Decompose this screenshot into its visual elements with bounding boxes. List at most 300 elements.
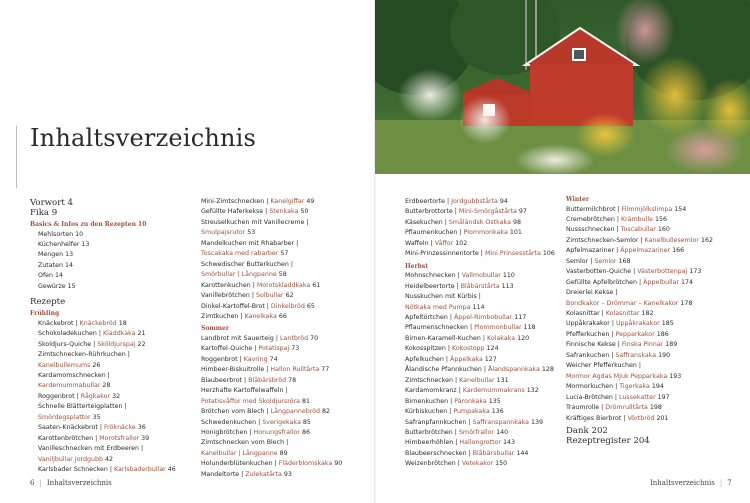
toc-entry[interactable]	[405, 418, 555, 428]
toc-section-rezepte: Rezepte	[30, 297, 66, 308]
entry-page-number: 97	[516, 208, 527, 216]
entry-page-number: 166	[670, 247, 685, 255]
entry-german-title: Landbrot mit Sauerteig |	[201, 334, 281, 342]
entry-page-number: 57	[278, 250, 289, 258]
entry-page-number: 143	[501, 439, 516, 447]
entry-swedish-title: Pepparkakor	[615, 330, 655, 338]
entry-swedish-title: Uppåkrakakor	[615, 320, 660, 328]
toc-entry[interactable]	[201, 270, 342, 280]
entry-page-number: 85	[300, 418, 311, 426]
entry-german-title: Karlsbader Schnecken |	[38, 466, 115, 474]
entry-page-number: 118	[521, 324, 536, 332]
toc-entry-rezeptregister[interactable]: Rezeptregister 204	[566, 436, 650, 447]
entry-german-title: Lucia-Brötchen |	[566, 393, 620, 401]
entry-page-number: 113	[499, 282, 514, 290]
toc-entry[interactable]	[405, 334, 555, 344]
toc-entry[interactable]	[566, 351, 713, 361]
entry-swedish-title: Kavring	[243, 355, 268, 363]
toc-entry[interactable]	[405, 376, 555, 386]
entry-swedish-title: Äppelmazariner	[620, 247, 671, 255]
entry-page-number: 42	[103, 455, 114, 463]
toc-entry[interactable]	[566, 288, 713, 298]
entry-german-title: Zimtkuchen |	[201, 312, 245, 320]
entry-page-number: 131	[494, 376, 509, 384]
entry-page-number: 156	[653, 215, 668, 223]
entry-german-title: Dinkel-Kartoffel-Brot |	[201, 302, 271, 310]
entry-german-title: Weizenbrötchen |	[405, 460, 462, 468]
toc-list-herbst	[405, 271, 555, 470]
toc-entry[interactable]	[30, 381, 176, 391]
entry-swedish-title: Plommonbullar	[474, 324, 522, 332]
entry-german-title: Kolasnittar |	[566, 310, 606, 318]
entry-swedish-title: Vetekakor	[461, 460, 494, 468]
toc-column-4	[566, 195, 713, 448]
toc-entry[interactable]	[30, 340, 176, 350]
toc-entry[interactable]	[405, 218, 555, 228]
entry-page-number: 193	[667, 372, 682, 380]
entry-swedish-title: Fröknäcke	[103, 424, 136, 432]
entry-german-title: Himbeer-Biskuitrolle |	[201, 366, 271, 374]
entry-swedish-title: Kokostopp	[452, 345, 485, 353]
toc-entry[interactable]	[201, 334, 342, 344]
entry-german-title: Roggenbrot |	[38, 392, 81, 400]
page-title: Inhaltsverzeichnis	[30, 124, 257, 152]
entry-german-title: Kardamomkranz |	[405, 387, 463, 395]
cover-photo-red-cabin	[375, 0, 750, 174]
entry-german-title: Finnische Kekse |	[566, 341, 622, 349]
toc-entry[interactable]	[201, 376, 342, 386]
toc-entry[interactable]	[201, 281, 342, 291]
toc-entry[interactable]	[566, 330, 713, 340]
toc-entry-vorwort[interactable]: Vorwort 4	[30, 198, 73, 208]
toc-entry[interactable]	[201, 428, 342, 438]
entry-page-number: 89	[277, 449, 288, 457]
entry-swedish-title: Vallmobullar	[461, 272, 501, 280]
entry-swedish-title: Krämbulle	[620, 215, 654, 223]
entry-page-number: 120	[515, 334, 530, 342]
red-cabin-photo-image	[375, 0, 750, 174]
entry-page-number: 139	[529, 418, 544, 426]
entry-german-title: Schokoladekuchen |	[38, 330, 103, 338]
entry-swedish-title: Äppelkaka	[450, 355, 483, 363]
entry-swedish-title: Blåbärsbullar	[472, 449, 515, 457]
entry-page-number: 132	[524, 387, 539, 395]
entry-swedish-title: Kanelgiffar	[270, 198, 305, 205]
entry-swedish-title: Västerbottenpaj	[637, 268, 688, 276]
entry-page-number: 124	[484, 345, 499, 353]
entry-page-number: 135	[486, 397, 501, 405]
entry-swedish-title: Kladdkaka	[102, 330, 136, 338]
entry-swedish-title: Potatisvåffor med Skoldjursröra	[201, 397, 301, 405]
toc-entry[interactable]	[566, 309, 713, 319]
toc-entry[interactable]	[566, 340, 713, 350]
entry-swedish-title: Nötkaka med Pumpa	[405, 303, 471, 311]
toc-entry[interactable]	[405, 228, 555, 238]
toc-entry[interactable]	[201, 407, 342, 417]
toc-entry-basics[interactable]: Küchenhelfer 13	[38, 240, 90, 248]
toc-entry[interactable]	[566, 278, 713, 288]
entry-swedish-title: Sverigekaka	[262, 418, 301, 426]
toc-entry[interactable]	[566, 236, 713, 246]
entry-page-number: 22	[135, 340, 146, 348]
toc-entry[interactable]	[566, 361, 713, 371]
toc-entry[interactable]	[405, 365, 555, 375]
entry-swedish-title: Saffranspannkaka	[472, 418, 529, 426]
toc-list-sommer	[201, 334, 342, 480]
entry-page-number: 74	[267, 355, 278, 363]
entry-german-title: Butterbrottorte |	[405, 208, 459, 216]
entry-german-title: Pflaumenschnecken |	[405, 324, 475, 332]
entry-german-title: Zimtschnecken-Semlor |	[566, 236, 645, 244]
entry-german-title: Schwedenkuchen |	[201, 418, 263, 426]
toc-season-sommer: Sommer	[201, 325, 230, 333]
entry-page-number: 114	[470, 303, 485, 311]
title-rule	[16, 126, 17, 188]
toc-season-herbst: Herbst	[405, 262, 428, 270]
entry-german-title: Kardamomschnecken |	[38, 371, 110, 379]
toc-list-fruehling	[30, 319, 176, 476]
toc-entry[interactable]	[201, 260, 342, 270]
entry-german-title: Brötchen vom Blech |	[201, 408, 271, 416]
toc-entry[interactable]	[405, 313, 555, 323]
entry-german-title: Käsekuchen |	[405, 218, 449, 226]
entry-german-title: Kräftiges Bierbrot |	[566, 414, 628, 422]
entry-swedish-title: Saffranskaka	[615, 351, 657, 359]
toc-entry-basics[interactable]: Mengen 13	[38, 251, 74, 259]
entry-swedish-title: Blåbärsbröd	[248, 376, 287, 384]
entry-page-number: 194	[649, 383, 664, 391]
toc-entry-basics[interactable]: Zutaten 14	[38, 261, 73, 269]
entry-swedish-title: Rågkakor	[80, 392, 111, 400]
footer-right: Inhaltsverzeichnis | 7	[650, 479, 732, 487]
entry-german-title: Mormorkuchen |	[566, 383, 620, 391]
entry-page-number: 189	[663, 341, 678, 349]
toc-entry[interactable]	[566, 205, 713, 215]
entry-swedish-title: Vaniljbullar Jordgubb	[38, 455, 104, 463]
entry-swedish-title: Karlsbaderbullar	[114, 466, 166, 474]
toc-subheader-basics[interactable]: Basics & Infos zu den Rezepten 10	[30, 221, 147, 228]
entry-german-title: Ålandische Pfannkuchen |	[405, 366, 489, 374]
entry-german-title: Mini-Zimtschnecken |	[201, 198, 271, 205]
entry-german-title: Waffeln |	[405, 239, 435, 247]
toc-column-3	[405, 197, 555, 470]
toc-entry[interactable]	[566, 246, 713, 256]
entry-german-title: Traumrolle |	[566, 404, 606, 412]
entry-german-title: Cremebrötchen |	[566, 215, 621, 223]
toc-entry[interactable]	[405, 239, 555, 249]
toc-entry[interactable]	[566, 372, 713, 382]
entry-page-number: 65	[304, 302, 315, 310]
entry-page-number: 93	[281, 470, 292, 478]
entry-swedish-title: Sköldjurspaj	[97, 340, 136, 348]
entry-page-number: 82	[320, 408, 331, 416]
toc-entry[interactable]	[566, 215, 713, 225]
entry-swedish-title: Kanelbullemums	[38, 361, 91, 369]
entry-german-title: Uppåkrakakor |	[566, 320, 616, 328]
toc-entry-dank[interactable]: Dank 202	[566, 426, 608, 437]
toc-entry[interactable]	[30, 402, 176, 412]
entry-page-number: 140	[494, 429, 509, 437]
toc-entry[interactable]	[201, 418, 342, 428]
toc-entry-fika[interactable]: Fika 9	[30, 208, 58, 218]
entry-page-number: 36	[135, 424, 146, 432]
entry-swedish-title: Solbullar	[256, 292, 284, 300]
entry-swedish-title: Våffor	[434, 239, 454, 247]
entry-german-title: Zimtschnecken vom Blech |	[201, 439, 289, 447]
entry-swedish-title: Kanelbullesemlor	[644, 236, 699, 244]
toc-entry-basics[interactable]: Ofen 14	[38, 272, 64, 280]
entry-page-number: 77	[319, 366, 330, 374]
toc-entry[interactable]	[566, 225, 713, 235]
toc-entry[interactable]	[30, 361, 176, 371]
toc-entry[interactable]	[405, 303, 555, 313]
entry-swedish-title: Fläderblomskaka	[278, 460, 333, 468]
entry-swedish-title: Blåbärstårta	[460, 282, 500, 290]
entry-german-title: Pflaumenkuchen |	[405, 229, 464, 237]
toc-entry[interactable]	[201, 355, 342, 365]
entry-german-title: Saaten-Knäckebrot |	[38, 424, 104, 432]
entry-swedish-title: Morotskladdkaka	[256, 281, 311, 289]
entry-german-title: Safrankuchen |	[566, 351, 616, 359]
toc-entry[interactable]	[201, 344, 342, 354]
toc-entry[interactable]	[201, 459, 342, 469]
toc-entry[interactable]	[30, 434, 176, 444]
toc-entry[interactable]	[405, 197, 555, 207]
entry-swedish-title: Kanelbullar	[459, 376, 495, 384]
toc-entry[interactable]	[30, 413, 176, 423]
entry-german-title: Schnelle Blätterteigplatten |	[38, 403, 127, 411]
basics-list	[30, 230, 176, 293]
entry-page-number: 186	[654, 330, 669, 338]
entry-page-number: 50	[298, 208, 309, 216]
toc-entry[interactable]	[30, 455, 176, 465]
entry-german-title: Roggenbrot |	[201, 355, 244, 363]
entry-german-title: Mandelkuchen mit Rhabarber |	[201, 239, 299, 247]
toc-entry[interactable]	[30, 465, 176, 475]
entry-german-title: Blaubeerschnecken |	[405, 449, 473, 457]
toc-entry-basics[interactable]: Gewürze 15	[38, 282, 76, 290]
entry-page-number: 190	[656, 351, 671, 359]
toc-entry[interactable]	[405, 459, 555, 469]
toc-list-fruehling-cont	[201, 197, 342, 322]
entry-swedish-title: Vörtbröd	[627, 414, 655, 422]
entry-german-title: Pfefferkuchen |	[566, 330, 616, 338]
toc-entry[interactable]	[566, 403, 713, 413]
toc-entry[interactable]	[201, 249, 342, 259]
toc-entry[interactable]	[405, 282, 555, 292]
entry-swedish-title: Kanelbullar | Långpanne	[201, 449, 278, 457]
entry-german-title: Erdbeertorte |	[405, 198, 452, 205]
toc-entry[interactable]	[201, 449, 342, 459]
entry-german-title: Zimtschnecken |	[405, 376, 460, 384]
footer-right-label: Inhaltsverzeichnis	[650, 479, 715, 487]
entry-page-number: 117	[512, 314, 527, 322]
entry-german-title: Himbeerhöhlen |	[405, 439, 460, 447]
entry-page-number: 90	[332, 460, 343, 468]
entry-page-number: 127	[482, 355, 497, 363]
entry-german-title: Nusskuchen mit Kürbis |	[405, 293, 481, 301]
entry-swedish-title: Mormor Agdas Mjuk Pepparkaka	[566, 372, 668, 380]
toc-entry[interactable]	[201, 365, 342, 375]
entry-swedish-title: Toscabullar	[620, 226, 656, 234]
entry-swedish-title: Bondkakor – Drömmar – Kanelkakor	[566, 299, 679, 307]
entry-swedish-title: Knäckebröd	[79, 319, 117, 327]
toc-entry[interactable]	[201, 312, 342, 322]
toc-entry[interactable]	[566, 257, 713, 267]
toc-entry[interactable]	[30, 392, 176, 402]
entry-page-number: 182	[639, 310, 654, 318]
entry-german-title: Blaubeerbrot |	[201, 376, 249, 384]
toc-entry[interactable]	[201, 228, 342, 238]
toc-entry-basics[interactable]: Mehlsorten 10	[38, 230, 84, 238]
entry-swedish-title: Morotsfrallor	[99, 434, 140, 442]
toc-entry[interactable]	[30, 329, 176, 339]
toc-column-1	[30, 196, 176, 476]
entry-page-number: 102	[453, 239, 468, 247]
entry-swedish-title: Stenkaka	[269, 208, 299, 216]
entry-german-title: Birnen-Karamell-Kuchen |	[405, 334, 488, 342]
entry-swedish-title: Smörfrallor	[458, 429, 495, 437]
entry-swedish-title: Dinkelbröd	[270, 302, 305, 310]
entry-page-number: 61	[310, 281, 321, 289]
entry-page-number: 198	[647, 404, 662, 412]
entry-german-title: Holunderblütenkuchen |	[201, 460, 279, 468]
toc-entry[interactable]	[566, 319, 713, 329]
toc-entry[interactable]	[30, 350, 176, 360]
footer-left-label: Inhaltsverzeichnis	[46, 479, 112, 487]
entry-swedish-title: Drömrulltårta	[605, 404, 648, 412]
entry-german-title: Streuselkuchen mit Vanillecreme |	[201, 218, 309, 226]
toc-entry[interactable]	[405, 386, 555, 396]
entry-german-title: Apfelkuchen |	[405, 355, 451, 363]
toc-entry[interactable]	[405, 397, 555, 407]
entry-german-title: Dreierlei Kekse |	[566, 289, 618, 297]
toc-entry[interactable]	[30, 319, 176, 329]
toc-entry[interactable]	[201, 218, 342, 228]
toc-entry[interactable]	[405, 407, 555, 417]
entry-swedish-title: Zulekatårta	[245, 470, 282, 478]
entry-german-title: Honigbrötchen |	[201, 429, 254, 437]
entry-page-number: 110	[500, 272, 515, 280]
entry-german-title: Birnenkuchen |	[405, 397, 455, 405]
entry-german-title: Karottenkuchen |	[201, 281, 257, 289]
toc-entry[interactable]	[201, 386, 342, 396]
toc-entry[interactable]	[201, 470, 342, 480]
toc-entry[interactable]	[201, 207, 342, 217]
entry-page-number: 162	[698, 236, 713, 244]
entry-swedish-title: Mini-Smörgåstårta	[458, 208, 517, 216]
entry-german-title: Mohnschnecken |	[405, 272, 462, 280]
entry-german-title: Gefüllte Apfelbrötchen |	[566, 278, 644, 286]
toc-entry[interactable]	[201, 291, 342, 301]
entry-page-number: 73	[289, 345, 300, 353]
toc-entry[interactable]	[201, 239, 342, 249]
entry-page-number: 86	[300, 429, 311, 437]
entry-german-title: Knäckebrot |	[38, 319, 80, 327]
entry-german-title: Apfelmazariner |	[566, 247, 621, 255]
entry-swedish-title: Semlor	[594, 257, 617, 265]
toc-entry[interactable]	[566, 267, 713, 277]
entry-page-number: 53	[245, 229, 256, 237]
entry-swedish-title: Mini Prinsesstårta	[484, 250, 541, 258]
toc-entry[interactable]	[405, 292, 555, 302]
page-number-left: 6	[30, 479, 35, 487]
toc-entry[interactable]	[405, 207, 555, 217]
entry-page-number: 70	[308, 334, 319, 342]
entry-swedish-title: Kanelkaka	[244, 312, 277, 320]
toc-list-sommer-cont	[405, 197, 555, 260]
entry-swedish-title: Toscakaka med rabarber	[201, 250, 279, 258]
entry-swedish-title: Finska Pinnar	[621, 341, 664, 349]
entry-page-number: 144	[514, 449, 529, 457]
toc-entry[interactable]	[405, 438, 555, 448]
entry-page-number: 101	[507, 229, 522, 237]
toc-entry[interactable]	[201, 397, 342, 407]
entry-german-title: Schwedischer Butterkuchen |	[201, 260, 294, 268]
entry-german-title: Semlor |	[566, 257, 595, 265]
entry-swedish-title: Plommonkaka	[463, 229, 508, 237]
toc-entry[interactable]	[566, 393, 713, 403]
toc-list-winter	[566, 205, 713, 425]
entry-page-number: 78	[286, 376, 297, 384]
entry-swedish-title: Äppel-Rimbobullar	[453, 314, 513, 322]
entry-german-title: Kokosspitzen |	[405, 345, 453, 353]
toc-entry[interactable]	[405, 271, 555, 281]
entry-swedish-title: Hallon Rulltårta	[270, 366, 320, 374]
entry-swedish-title: Tigerkaka	[619, 383, 650, 391]
entry-page-number: 94	[497, 198, 508, 205]
entry-page-number: 128	[539, 366, 554, 374]
toc-entry[interactable]	[566, 299, 713, 309]
toc-entry[interactable]	[201, 302, 342, 312]
toc-entry[interactable]	[30, 423, 176, 433]
toc-entry[interactable]	[566, 382, 713, 392]
toc-entry[interactable]	[405, 323, 555, 333]
entry-swedish-title: Smörbullar | Långpanne	[201, 271, 277, 279]
entry-swedish-title: Kolasnittar	[605, 310, 640, 318]
toc-entry[interactable]	[405, 249, 555, 259]
entry-german-title: Kürbiskuchen |	[405, 408, 454, 416]
footer-left: 6 | Inhaltsverzeichnis	[30, 479, 112, 487]
entry-page-number: 185	[659, 320, 674, 328]
toc-entry[interactable]	[30, 444, 176, 454]
toc-entry[interactable]	[405, 355, 555, 365]
entry-page-number: 21	[135, 330, 146, 338]
entry-page-number: 66	[276, 312, 287, 320]
entry-german-title: Skoldjurs-Quiche |	[38, 340, 98, 348]
entry-swedish-title: Långpannebröd	[270, 408, 321, 416]
entry-page-number: 18	[116, 319, 127, 327]
entry-swedish-title: Småländsk Ostkaka	[448, 218, 511, 226]
toc-entry[interactable]	[566, 414, 713, 424]
toc-entry[interactable]	[201, 197, 342, 207]
entry-page-number: 26	[90, 361, 101, 369]
entry-page-number: 136	[489, 408, 504, 416]
entry-swedish-title: Kardemummakrans	[462, 387, 525, 395]
entry-german-title: Mini-Prinzessinnentorte |	[405, 250, 485, 258]
toc-entry[interactable]	[201, 438, 342, 448]
toc-entry[interactable]	[30, 371, 176, 381]
toc-entry[interactable]	[405, 449, 555, 459]
entry-page-number: 201	[654, 414, 669, 422]
entry-german-title: Vasterbotten-Quiche |	[566, 268, 638, 276]
toc-entry[interactable]	[405, 344, 555, 354]
entry-swedish-title: Kardemummabullar	[38, 382, 101, 390]
entry-swedish-title: Lussekatter	[619, 393, 656, 401]
entry-swedish-title: Päronkaka	[454, 397, 487, 405]
toc-entry[interactable]	[405, 428, 555, 438]
entry-german-title: Mandeltorte |	[201, 470, 246, 478]
